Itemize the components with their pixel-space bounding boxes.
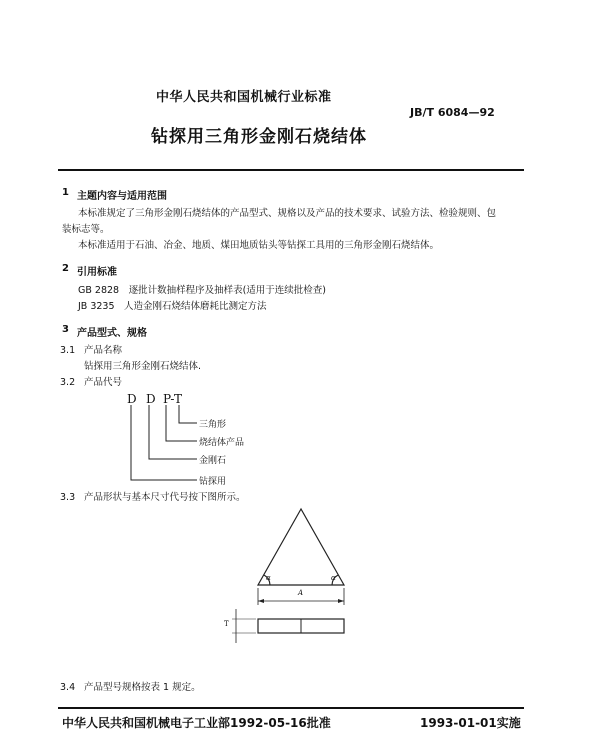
code-letter-d1: D (127, 392, 137, 406)
leader-line-diamond (149, 405, 197, 459)
leader-line-triangle (179, 405, 197, 423)
section31-text: 钻探用三角形金刚石烧结体. (84, 361, 202, 372)
triangle-shape-drawing (220, 505, 360, 655)
angle-label-right: α (331, 574, 336, 582)
footer-rule (58, 707, 524, 709)
section31-heading: 产品名称 (84, 345, 123, 356)
leader-line-drilling (131, 405, 197, 480)
issuer-title: 中华人民共和国机械行业标准 (156, 90, 332, 105)
section1-para2: 本标准适用于石油、冶金、地质、煤田地质钻头等钻探工具用的三角形金刚石烧结体。 (78, 240, 440, 251)
code-letter-pt: P-T (163, 392, 183, 406)
document-title: 钻探用三角形金刚石烧结体 (151, 127, 367, 147)
code-label-sintered-product: 烧结体产品 (199, 438, 245, 448)
implementation-date: 1993-01-01实施 (420, 716, 521, 730)
code-label-drilling: 钻探用 (199, 477, 227, 487)
section3-heading: 产品型式、规格 (77, 328, 147, 339)
product-code-diagram (120, 404, 210, 486)
reference-item: JB 3235 人造金刚石烧结体磨耗比测定方法 (78, 301, 267, 312)
code-label-triangle: 三角形 (199, 420, 227, 430)
dimension-label-a: A (298, 589, 304, 597)
section1-para1-line2: 装标志等。 (62, 224, 110, 235)
section1-number: 1 (62, 187, 69, 198)
section3-number: 3 (62, 324, 69, 335)
section1-heading: 主题内容与适用范围 (77, 191, 167, 202)
section32-number: 3.2 (60, 377, 76, 388)
section2-heading: 引用标准 (77, 267, 117, 278)
section1-para1-line1: 本标准规定了三角形金刚石烧结体的产品型式、规格以及产品的技术要求、试验方法、检验规则、包 (78, 208, 497, 219)
approval-text: 中华人民共和国机械电子工业部1992-05-16批准 (62, 716, 331, 730)
angle-label-left: α (266, 574, 271, 582)
code-letter-d2: D (146, 392, 156, 406)
header-rule (58, 169, 524, 171)
section33-number: 3.3 (60, 492, 76, 503)
section34-number: 3.4 (60, 682, 76, 693)
section2-number: 2 (62, 263, 69, 274)
section32-heading: 产品代号 (84, 377, 123, 388)
section31-number: 3.1 (60, 345, 76, 356)
reference-item: GB 2828 逐批计数抽样程序及抽样表(适用于连续批检查) (78, 285, 326, 296)
code-label-diamond: 金刚石 (199, 456, 227, 466)
dimension-label-t: T (224, 620, 229, 628)
section34-text: 产品型号规格按表 1 规定。 (84, 682, 201, 693)
standard-code: JB/T 6084—92 (410, 106, 495, 119)
section33-text: 产品形状与基本尺寸代号按下图所示。 (84, 492, 246, 503)
